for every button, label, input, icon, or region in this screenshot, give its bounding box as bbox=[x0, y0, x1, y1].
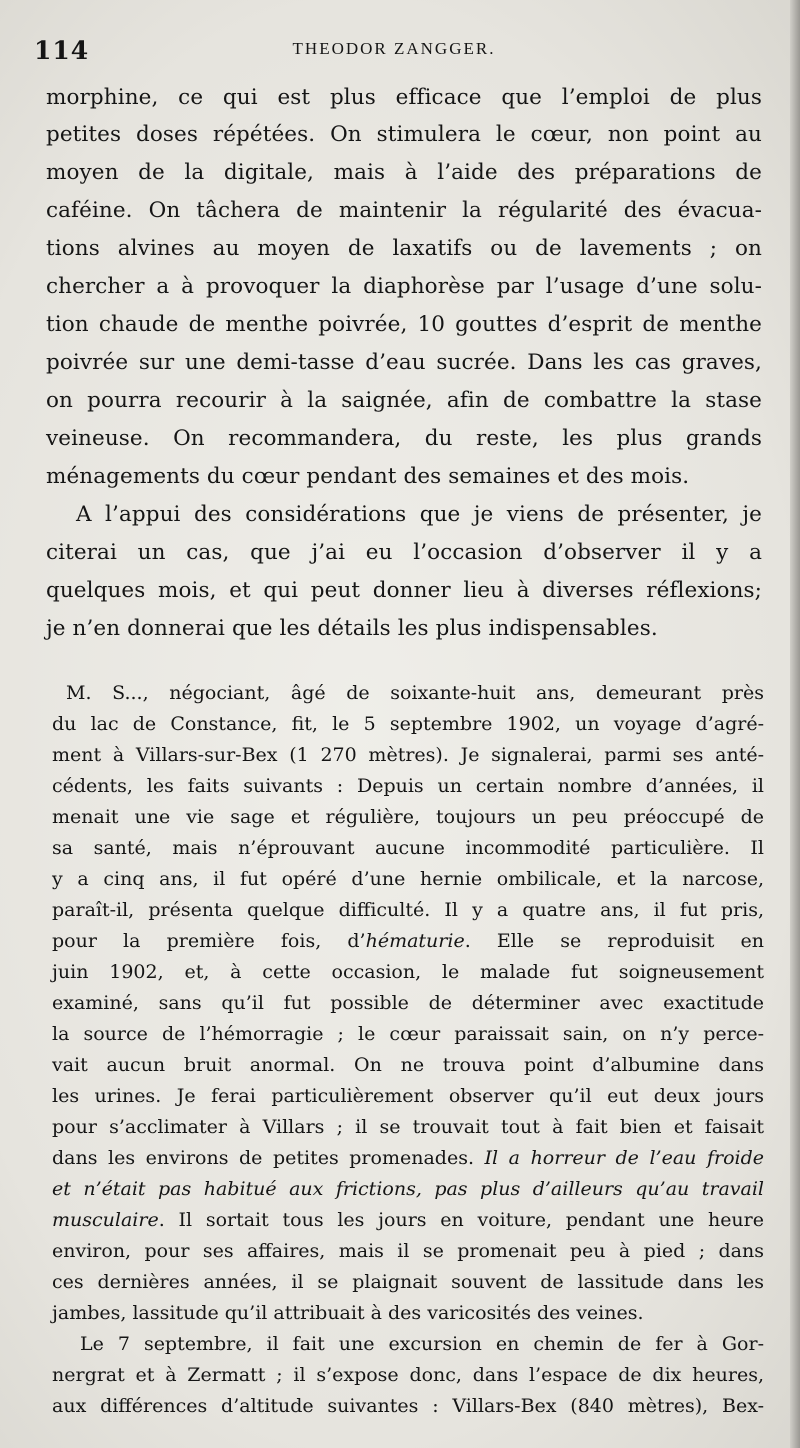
text-line: les urines. Je ferai particulièrement observer qu’il eut deux jours bbox=[52, 1085, 764, 1107]
page-edge-shadow bbox=[790, 0, 800, 1448]
text-line: jambes, lassitude qu’il attribuait à des varicosités des veines. bbox=[52, 1302, 644, 1324]
running-head: THEODOR ZANGGER. bbox=[292, 39, 496, 58]
text-line bbox=[52, 1178, 764, 1200]
text-line bbox=[52, 930, 764, 952]
text-line: poivrée sur une demi-tasse d’eau sucrée. Dans les cas graves, bbox=[46, 350, 762, 375]
text-line: petites doses répétées. On stimulera le cœur, non point au bbox=[46, 122, 762, 147]
text-line: ment à Villars-sur-Bex (1 270 mètres). Je signalerai, parmi ses anté- bbox=[52, 744, 764, 766]
text-line: caféine. On tâchera de maintenir la régularité des évacua- bbox=[46, 198, 762, 223]
text-line: du lac de Constance, fit, le 5 septembre 1902, un voyage d’agré- bbox=[52, 713, 764, 735]
text-line: citerai un cas, que j’ai eu l’occasion d’observer il y a bbox=[46, 540, 762, 565]
text-line: A l’appui des considérations que je viens de présenter, je bbox=[76, 502, 762, 527]
text-line: M. S..., négociant, âgé de soixante-huit ans, demeurant près bbox=[66, 682, 764, 704]
text-span: . Il sortait tous les jours en voiture, pendant une heure bbox=[158, 1209, 764, 1231]
text-line: on pourra recourir à la saignée, afin de combattre la stase bbox=[46, 388, 762, 413]
text-line: tions alvines au moyen de laxatifs ou de lavements ; on bbox=[46, 236, 762, 261]
text-line: cédents, les faits suivants : Depuis un certain nombre d’années, il bbox=[52, 775, 764, 797]
text-line: vait aucun bruit anormal. On ne trouva point d’albumine dans bbox=[52, 1054, 764, 1076]
italic-phrase: et n’était pas habitué aux frictions, pas plus d’ailleurs qu’au travail bbox=[52, 1178, 764, 1200]
text-line: je n’en donnerai que les détails les plus indispensables. bbox=[46, 616, 658, 641]
text-line bbox=[52, 1147, 764, 1169]
text-line: Le 7 septembre, il fait une excursion en chemin de fer à Gor- bbox=[80, 1333, 764, 1355]
text-line: examiné, sans qu’il fut possible de déterminer avec exactitude bbox=[52, 992, 764, 1014]
text-line: ménagements du cœur pendant des semaines et des mois. bbox=[46, 464, 690, 489]
italic-term: hématurie bbox=[365, 930, 465, 952]
text-line: chercher a à provoquer la diaphorèse par l’usage d’une solu- bbox=[46, 274, 762, 299]
text-line: nergrat et à Zermatt ; il s’expose donc, dans l’espace de dix heures, bbox=[52, 1364, 764, 1386]
page-number: 114 bbox=[34, 36, 90, 65]
text-line: sa santé, mais n’éprouvant aucune incommodité particulière. Il bbox=[52, 837, 764, 859]
text-line: ces dernières années, il se plaignait souvent de lassitude dans les bbox=[52, 1271, 764, 1293]
page-header bbox=[34, 36, 754, 66]
text-line: morphine, ce qui est plus efficace que l’emploi de plus bbox=[46, 85, 762, 110]
text-line: environ, pour ses affaires, mais il se promenait peu à pied ; dans bbox=[52, 1240, 764, 1262]
text-span: pour la première fois, d’ bbox=[52, 930, 366, 952]
text-span: dans les environs de petites promenades. bbox=[52, 1147, 485, 1169]
text-line: paraît-il, présenta quelque difficulté. Il y a quatre ans, il fut pris, bbox=[52, 899, 764, 921]
text-line: juin 1902, et, à cette occasion, le malade fut soigneusement bbox=[52, 961, 764, 983]
text-line: veineuse. On recommandera, du reste, les plus grands bbox=[46, 426, 762, 451]
text-line: y a cinq ans, il fut opéré d’une hernie ombilicale, et la narcose, bbox=[52, 868, 764, 890]
text-line: la source de l’hémorragie ; le cœur paraissait sain, on n’y perce- bbox=[52, 1023, 764, 1045]
text-span: . Elle se reproduisit en bbox=[464, 930, 764, 952]
text-line: tion chaude de menthe poivrée, 10 gouttes d’esprit de menthe bbox=[46, 312, 762, 337]
italic-phrase: Il a horreur de l’eau froide bbox=[484, 1147, 764, 1169]
text-line: aux différences d’altitude suivantes : Villars-Bex (840 mètres), Bex- bbox=[52, 1395, 764, 1417]
text-line: menait une vie sage et régulière, toujours un peu préoccupé de bbox=[52, 806, 764, 828]
text-line bbox=[52, 1209, 764, 1231]
text-line: pour s’acclimater à Villars ; il se trouvait tout à fait bien et faisait bbox=[52, 1116, 764, 1138]
italic-phrase: musculaire bbox=[52, 1209, 159, 1231]
text-line: quelques mois, et qui peut donner lieu à diverses réflexions; bbox=[46, 578, 762, 603]
text-line: moyen de la digitale, mais à l’aide des préparations de bbox=[46, 160, 762, 185]
